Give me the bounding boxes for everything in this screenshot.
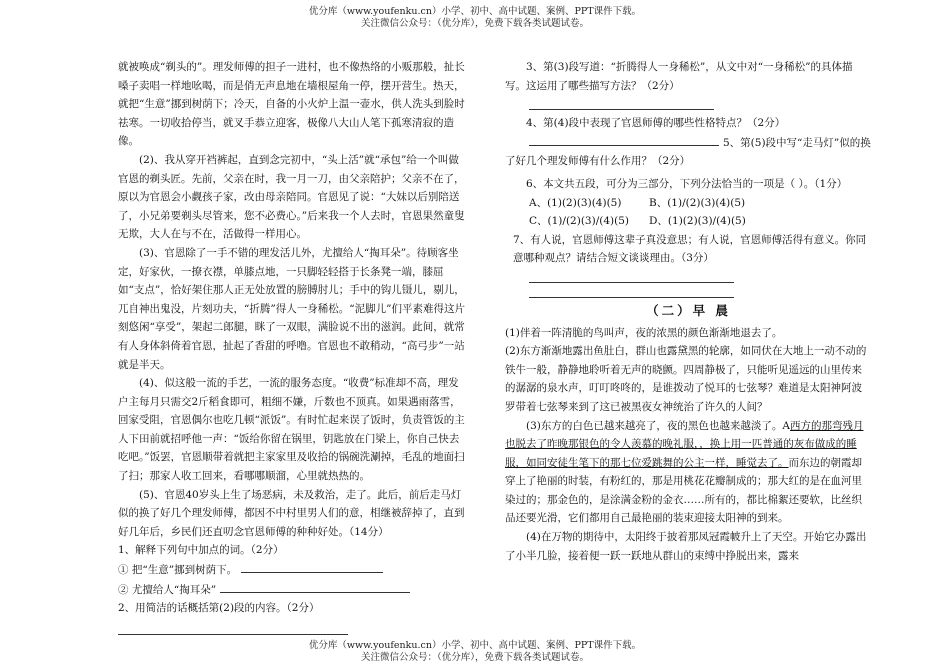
para-3: (3)、官恩除了一手不错的理发活儿外，尤擅给人“掏耳朵”。待顾客坐定，好家伙，一撩衣襟，单膝点地，一只脚轻轻搭于长条凳一端，膝屈如“支点”，恰好架住那人正无处放置的膀膊肘儿；手中的钩儿镊儿，剔儿，兀自神出鬼没，片刻功夫，“折腾”得人一身稀松。“泥脚儿”们平素难得这片刻悠闲“享受”，架起二郎腿，眯了一双眼，满脸说不出的滋润。此间，就常有人身体斜倚着官恩，扯起了香甜的呼噜。官恩也不敢稍动，“高弓步”一站就是半天。: [118, 246, 465, 371]
question-4: 4、第(4)段中表现了官恩师傅的哪些性格特点？（2分）: [526, 117, 786, 130]
answer-blank-1a[interactable]: [241, 560, 383, 573]
question-1: 1、解释下列句中加点的词。（2分）: [118, 544, 284, 557]
section-title-morning: （二）早 晨: [646, 302, 731, 318]
question-5-text: 5、第(5)段中写“走马灯”似的换了好几个理发师傅有什么作用？（2分）: [505, 136, 871, 168]
header-line-2: 关注微信公众号：（优分库），免费下载各类试题试卷。: [360, 18, 589, 29]
question-2: 2、用简洁的话概括第(2)段的内容。（2分）: [118, 602, 320, 615]
question-1b: [118, 580, 468, 600]
answer-blank-1b[interactable]: [220, 580, 410, 593]
option-d[interactable]: D、(1)(2)(3)/(4)(5): [649, 215, 746, 228]
options-row-2: [505, 212, 872, 231]
question-1a: [118, 560, 468, 580]
question-1b-text: ② 尤擅给人“掏耳朵”: [118, 583, 217, 596]
left-column: [118, 58, 468, 635]
reading-para-3-start: (3)东方的白色已越来越亮了，夜的黑色也越来越淡了。A: [526, 419, 790, 432]
reading-para-4: (4)在万物的期待中，太阳终于披着那凤冠霞帔升上了天空。开始它办露出了小半几脸，接着便一跃一跃地从群山的束缚中挣脱出来，露来: [505, 531, 867, 562]
para-5: (5)、官恩40岁头上生了场恶病，未及救治，走了。此后，前后走马灯似的换了好几个理发师傅，都因不中村里男人们的意，相继被辞掉了，直到好几年后，乡民们还直叨念官恩师傅的种种好处。（14分）: [118, 488, 465, 538]
para-4: (4)、似这般一流的手艺，一流的服务态度。“收费”标准却不高，理发户主每月只需交2斤稻食即可，粗细不嫌，斤数也不顶真。如果遇雨落雪，回家受阻，官恩偶尔也吃几顿“派饭”。有时忙起来误了饭时，负责管饭的主人下田前就招呼他一声：“饭给你留在锅里，钥匙放在门梁上，你自己快去吃吧。”饭罢，官恩顺带着就把主家家里及收拾的锅碗洗涮掉，毛乱的地面扫了扫；那家人收工回来，看哪哪顺溜，心里就热热的。: [118, 377, 465, 483]
answer-line-7b[interactable]: [529, 283, 734, 298]
answer-line-3[interactable]: [529, 95, 714, 110]
reading-para-3-rest: 而东边的朝霞却穿上了艳丽的时装，有粉红的，那是用桃花花瓣制成的；那大红的是在血河里染过的；那金色的，是涂满金粉的金衣……所有的，都比棉絮还要软，比丝织品还要光滑，它们都用自己最艳丽的装束迎接太阳神的到来。: [505, 456, 862, 525]
question-5: [505, 133, 872, 171]
option-c[interactable]: C、(1)/(2)(3)/(4)(5): [529, 215, 629, 228]
page-footer: [0, 640, 950, 664]
answer-blank-4[interactable]: [529, 133, 719, 146]
reading-para-3: [505, 417, 872, 529]
question-3: 3、第(3)段写道：“折腾得人一身稀松”，从文中对“一身稀松”的具体描写。这运用了哪些描写方法？（2分）: [505, 61, 853, 92]
reading-para-3-underlined: 西方的那弯残月也脱去了昨晚那银色的令人羡慕的晚礼服，，换上用一匹普通的灰布做成的睡服，如同安徒生笔下的那七位爱跳舞的公主一样，睡觉去了。: [505, 419, 864, 469]
answer-line-7a[interactable]: [529, 268, 734, 283]
option-a[interactable]: A、(1)(2)(3)(4)(5): [529, 196, 622, 209]
para-1: 就被唤成“剃头的”。理发师傅的担子一进村，也不像热络的小贩那般，扯长嗓子卖唱一样地吆喝，而是俏无声息地在墙根屋角一停，摆开营生。热天，就把“生意”挪到树荫下；冷天，自备的小火炉上温一壶水，供人洗头到脸时祛寒。一切收拾停当，就叉手恭立迎客，极像八大山人笔下孤寒清寂的造像。: [118, 61, 465, 148]
reading-para-2: (2)东方渐渐地露出鱼肚白，群山也露黛黑的轮廓，如同伏在大地上一动不动的铁牛一般，静静地聆听着无声的晓颤。四周静极了，只能听见遥远的山里传来的潺潺的泉水声，叮叮咚咚的，是谁拨动了悦耳的七弦琴？难道是太阳神阿波罗带着七弦琴来到了这已被黑夜女神统治了许久的人间？: [505, 345, 867, 413]
answer-line-2[interactable]: [118, 620, 348, 635]
reading-para-1: (1)伴着一阵清脆的鸟叫声，夜的浓黑的颜色渐渐地退去了。: [505, 326, 783, 339]
page-header: [0, 6, 950, 30]
para-2: (2)、我从穿开裆裤起，直到念完初中，“头上活”就“承包”给一个叫做官恩的剃头匠。先前，父亲在时，我一月一刀，由父亲陪护；父亲不在了，原以为官恩会小觑孩子家，改由母亲陪同。官恩见了说：“大妹以后别陪送了，小兄弟要剃头尽管来，您不必费心。”后来我一个人去时，官恩果然童叟无欺，大人在与不在，活做得一样用心。: [118, 153, 465, 241]
footer-line-2: 关注微信公众号：（优分库），免费下载各类试题试卷。: [360, 652, 589, 663]
footer-line-1: 优分库（www.youfenku.cn）小学、初中、高中试题、案例、PPT课件下载。: [308, 640, 642, 651]
options-row-1: [505, 194, 872, 213]
header-line-1: 优分库（www.youfenku.cn）小学、初中、高中试题、案例、PPT课件下载。: [308, 6, 642, 17]
option-b[interactable]: B、(1)/(2)(3)(4)(5): [649, 196, 746, 209]
question-6: 6、本文共五段，可分为三部分，下列分法恰当的一项是（ ）。（1分）: [526, 177, 848, 190]
right-column: [505, 58, 872, 565]
question-1a-text: ① 把“生意”挪到树荫下。: [118, 564, 238, 577]
question-7: 7、有人说，官恩师傅这辈子真没意思；有人说，官恩师傅活得有意义。你同意哪种观点？请结合短文谈谈理由。（3分）: [513, 233, 867, 265]
